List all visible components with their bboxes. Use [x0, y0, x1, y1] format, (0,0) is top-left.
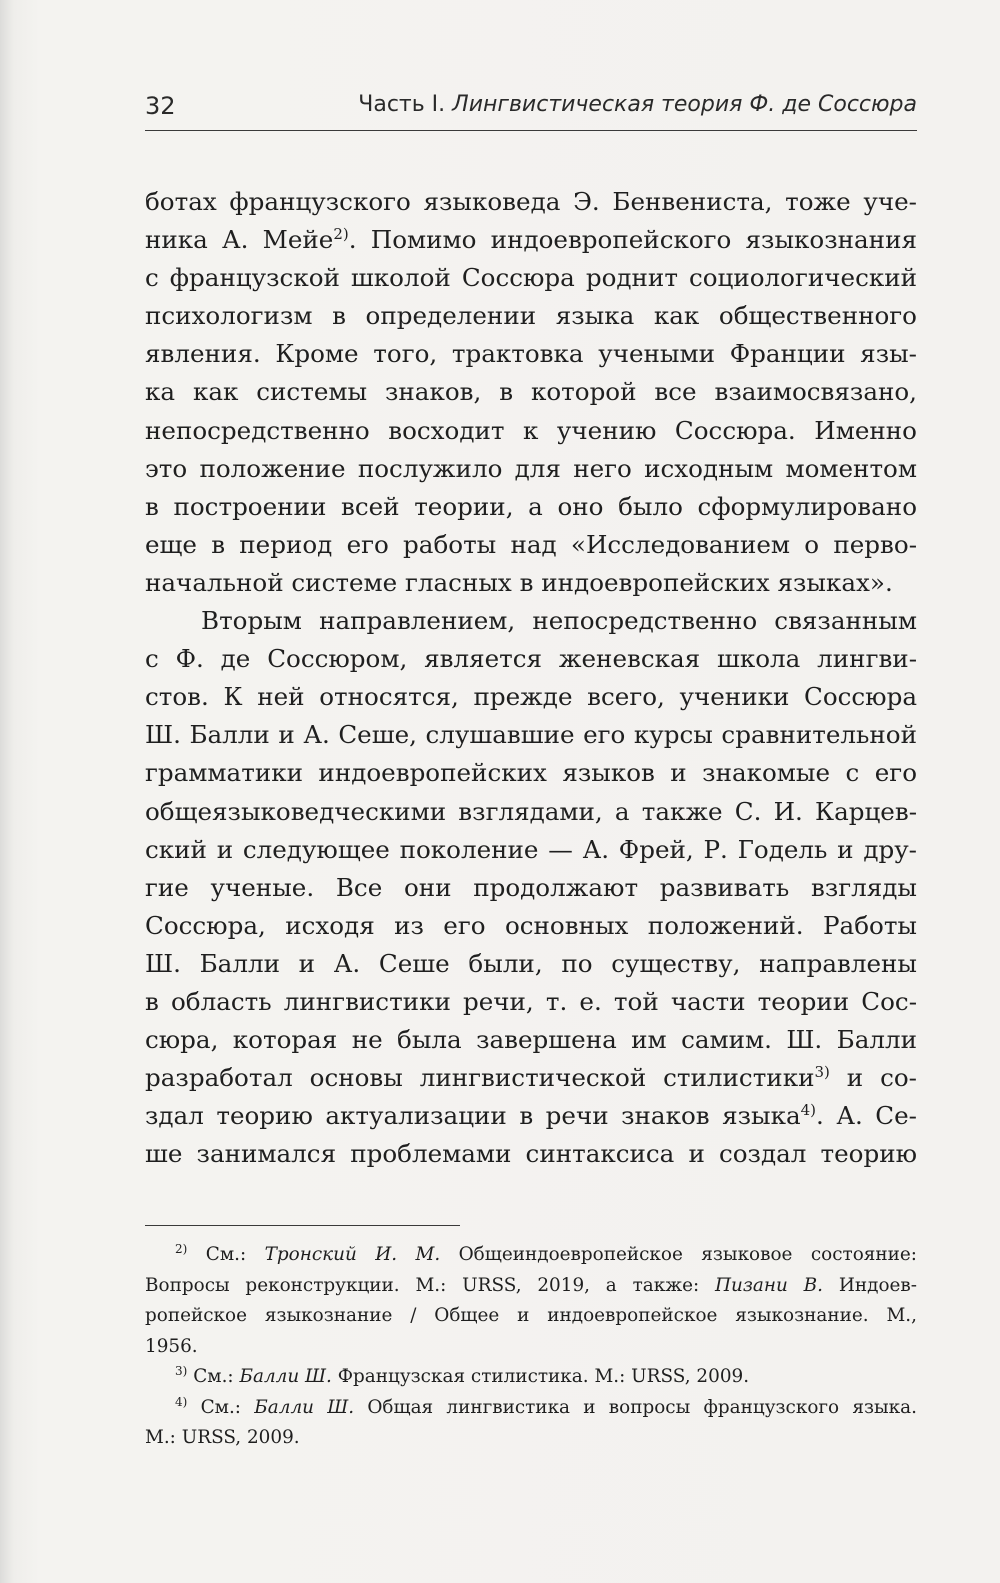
text-line: ский и следующее поколение — А. Фрей, Р. Годель и дру-	[145, 834, 917, 864]
text-segment: ника А. Мейе	[145, 225, 334, 255]
footnote-text: Французская стилистика. М.: URSS, 2009.	[337, 1366, 750, 1387]
footnote-ref-4[interactable]: 4)	[800, 1101, 817, 1120]
footnote-author: Балли Ш.	[239, 1366, 332, 1387]
footnote-rule	[145, 1225, 460, 1226]
footnote-text: Общая лингвистика и вопросы французского языка.	[367, 1396, 917, 1418]
paragraph-start-line: Вторым направлением, непосредственно связанным	[201, 606, 917, 636]
footnote-text: Общеиндоевропейское языковое состояние:	[458, 1244, 917, 1265]
text-segment: . Помимо индоевропейского языкознания	[348, 225, 917, 255]
part-title: Лингвистическая теория Ф. де Соссюра	[452, 92, 917, 117]
footnote-3-line	[145, 1362, 917, 1393]
footnote-4-line	[145, 1393, 917, 1424]
text-line	[145, 1097, 917, 1135]
text-line: непосредственно восходит к учению Соссюра. Именно	[145, 415, 917, 445]
footnote-text: Вопросы реконструкции. М.: URSS, 2019, а также:	[145, 1274, 700, 1296]
footnote-author: Балли Ш.	[254, 1396, 355, 1418]
running-head	[358, 92, 917, 117]
text-line: с Ф. де Соссюром, является женевская школа лингви-	[145, 644, 917, 674]
text-line: ка как системы знаков, в которой все взаимосвязано,	[145, 377, 917, 407]
main-text	[145, 183, 917, 1173]
footnote-2-line: ропейское языкознание / Общее и индоевропейское языкознание. М.,	[145, 1305, 917, 1326]
text-line: в область лингвистики речи, т. е. той части теории Сос-	[145, 986, 917, 1016]
header-rule	[145, 130, 917, 131]
footnote-2-line	[145, 1271, 917, 1302]
text-line: Ш. Балли и А. Сеше были, по существу, направлены	[145, 948, 917, 978]
footnote-author: Пизани В.	[715, 1274, 824, 1296]
page-number: 32	[145, 92, 176, 120]
text-line: ше занимался проблемами синтаксиса и создал теорию	[145, 1139, 917, 1169]
footnote-see: См.:	[200, 1396, 241, 1418]
footnote-mark: 2)	[175, 1241, 188, 1256]
text-line: Ш. Балли и А. Сеше, слушавшие его курсы сравнительной	[145, 720, 917, 750]
text-line: ботах французского языковеда Э. Бенвениста, тоже уче-	[145, 187, 917, 216]
footnote-4-line: М.: URSS, 2009.	[145, 1427, 300, 1448]
text-line: с французской школой Соссюра роднит социологический	[145, 263, 917, 293]
footnote-author: Тронский И. М.	[264, 1244, 441, 1265]
text-line: еще в период его работы над «Исследованием о перво-	[145, 529, 917, 559]
text-segment: разработал основы лингвистической стилистики	[145, 1063, 815, 1093]
text-line: это положение послужило для него исходным моментом	[145, 453, 917, 483]
footnote-see: См.:	[193, 1366, 234, 1387]
text-line: начальной системе гласных в индоевропейских языках».	[145, 567, 893, 597]
text-line	[145, 1059, 917, 1097]
footnotes	[145, 1240, 917, 1454]
footnote-2-line	[145, 1240, 917, 1271]
text-line: в построении всей теории, а оно было сформулировано	[145, 491, 917, 521]
footnote-mark: 3)	[175, 1363, 188, 1378]
page-header	[145, 92, 917, 132]
text-line: стов. К ней относятся, прежде всего, ученики Соссюра	[145, 682, 917, 712]
text-segment: . А. Се-	[816, 1101, 917, 1131]
part-label: Часть I.	[358, 92, 446, 117]
text-line: явления. Кроме того, трактовка учеными Франции язы-	[145, 339, 917, 369]
footnote-ref-3[interactable]: 3)	[814, 1062, 830, 1081]
text-line: общеязыковедческими взглядами, а также С. И. Карцев-	[145, 796, 917, 826]
footnote-2-line: 1956.	[145, 1335, 198, 1357]
text-line: психологизм в определении языка как общественного	[145, 301, 917, 331]
text-line: гие ученые. Все они продолжают развивать взгляды	[145, 872, 917, 902]
text-line	[145, 221, 917, 259]
footnote-mark: 4)	[175, 1394, 188, 1409]
text-segment: и со-	[829, 1063, 917, 1093]
text-line: грамматики индоевропейских языков и знакомые с его	[145, 758, 917, 788]
footnote-ref-2[interactable]: 2)	[333, 224, 349, 243]
text-segment: здал теорию актуализации в речи знаков языка	[145, 1101, 801, 1131]
footnote-see: См.:	[205, 1244, 247, 1265]
text-line: сюра, которая не была завершена им самим. Ш. Балли	[145, 1025, 917, 1055]
text-line: Соссюра, исходя из его основных положений. Работы	[145, 910, 917, 940]
footnote-text: Индоев-	[838, 1274, 917, 1296]
